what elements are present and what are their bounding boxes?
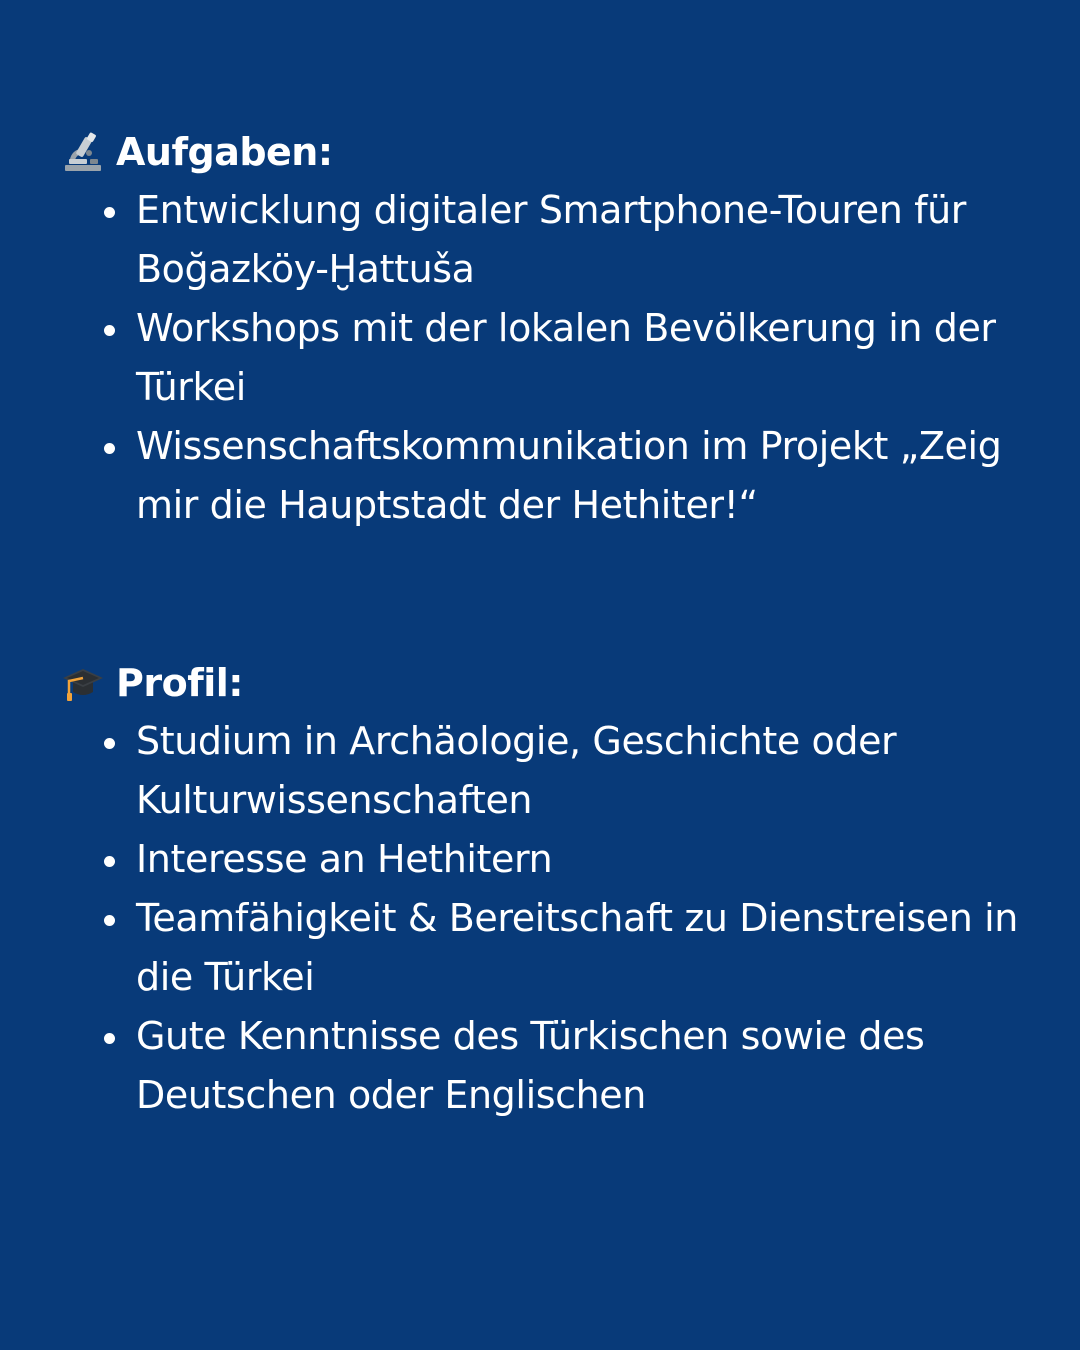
- bullet-icon: [104, 207, 115, 218]
- bullet-icon: [104, 738, 115, 749]
- list-item: [62, 830, 1042, 889]
- bullet-icon: [104, 856, 115, 867]
- list-item-text: Gute Kenntnisse des Türkischen sowie des Deutschen oder Englischen: [136, 1014, 925, 1117]
- section-aufgaben: [62, 126, 1042, 535]
- section-profil: [62, 657, 1042, 1125]
- profil-list: [62, 712, 1042, 1125]
- list-item-text: Wissenschaftskommunikation im Projekt „Zeig mir die Hauptstadt der Hethiter!“: [136, 424, 1002, 527]
- section-heading-aufgaben: [62, 126, 1042, 178]
- list-item: [62, 299, 1042, 417]
- list-item: [62, 712, 1042, 830]
- bullet-icon: [104, 325, 115, 336]
- bullet-icon: [104, 443, 115, 454]
- list-item: [62, 417, 1042, 535]
- microscope-icon: [62, 131, 104, 173]
- section-title: Aufgaben:: [116, 130, 333, 174]
- bullet-icon: [104, 1033, 115, 1044]
- section-title: Profil:: [116, 661, 243, 705]
- list-item-text: Studium in Archäologie, Geschichte oder Kulturwissenschaften: [136, 719, 897, 822]
- list-item-text: Teamfähigkeit & Bereitschaft zu Dienstreisen in die Türkei: [136, 896, 1018, 999]
- list-item-text: Entwicklung digitaler Smartphone-Touren für Boğazköy-Ḫattuša: [136, 188, 967, 291]
- list-item: [62, 889, 1042, 1007]
- graduation-cap-icon: [62, 662, 104, 704]
- list-item: [62, 1007, 1042, 1125]
- list-item: [62, 181, 1042, 299]
- bullet-icon: [104, 915, 115, 926]
- section-heading-profil: [62, 657, 1042, 709]
- list-item-text: Interesse an Hethitern: [136, 837, 553, 881]
- aufgaben-list: [62, 181, 1042, 535]
- list-item-text: Workshops mit der lokalen Bevölkerung in der Türkei: [136, 306, 996, 409]
